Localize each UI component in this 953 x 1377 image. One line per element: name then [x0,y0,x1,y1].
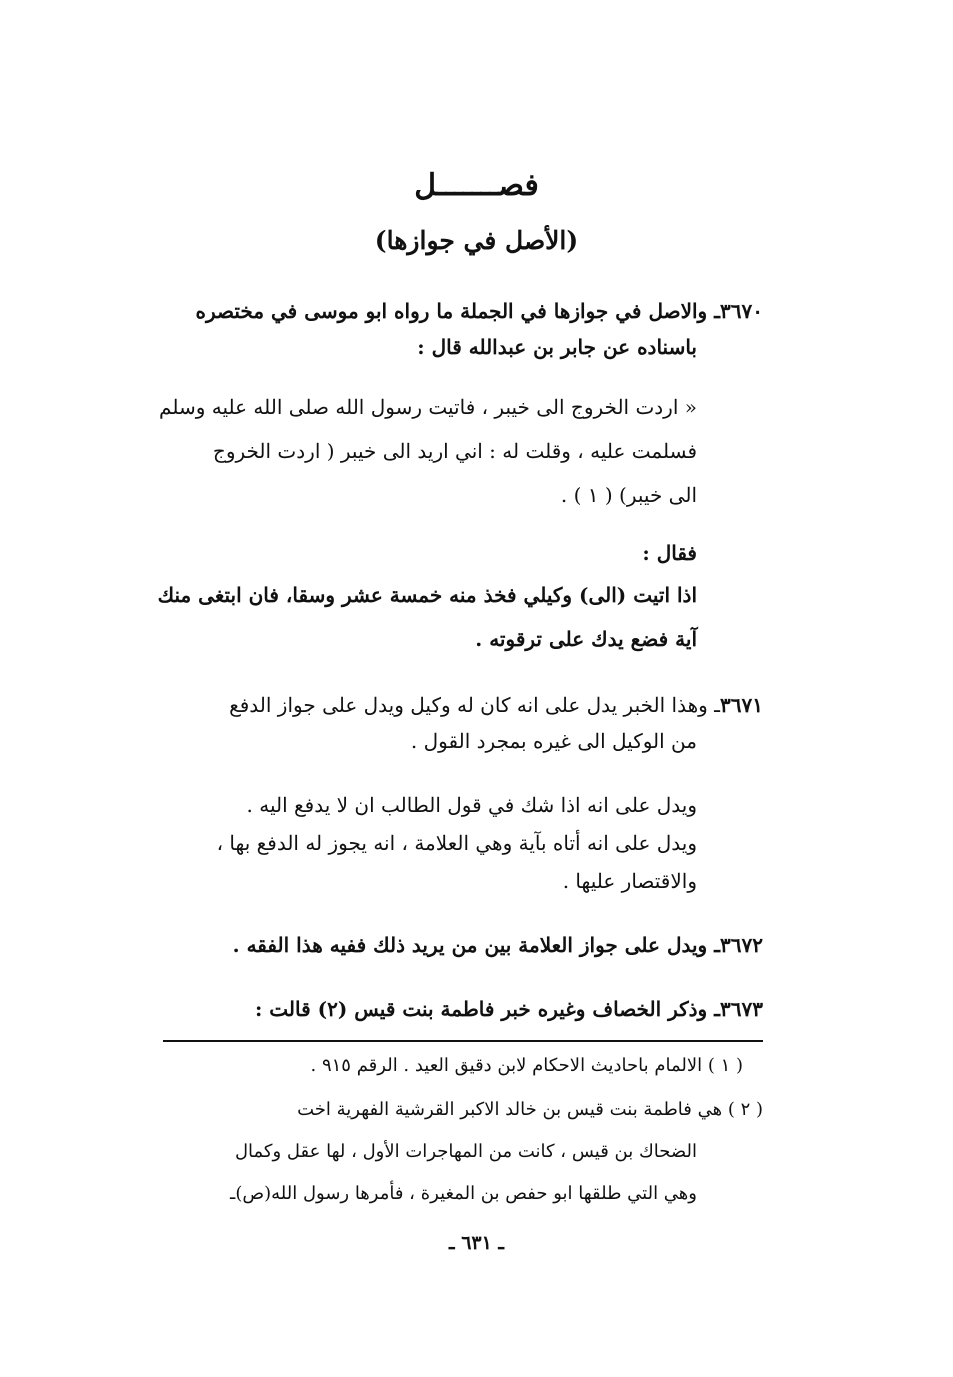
paragraph-line [196,296,763,326]
paragraph-text: ـ وهذا الخبر يدل على انه كان له وكيل ويدل على جواز الدفع [229,693,721,717]
footnote-line: ( ١ ) الالمام باحاديث الاحكام لابن دقيق العيد . الرقم ٩١٥ . [310,1055,743,1076]
speech-line: اذا اتيت (الى) وكيلي فخذ منه خمسة عشر وسقا، فان ابتغى منك [157,583,697,607]
paragraph-text: ـ ويدل على جواز العلامة بين من يريد ذلك ففيه هذا الفقه . [232,933,721,957]
paragraph-line [255,994,763,1024]
paragraph-line [233,930,763,960]
paragraph-line: من الوكيل الى غيره بمجرد القول . [410,729,697,753]
commentary-line: ويدل على انه اذا شك في قول الطالب ان لا يدفع اليه . [246,793,697,817]
quote-line: الى خيبر) ( ١ ) . [560,483,697,507]
paragraph-line [229,690,763,720]
quote-line: « اردت الخروج الى خيبر ، فاتيت رسول الله صلى الله عليه وسلم [159,395,697,419]
footnote-line: الضحاك بن قيس ، كانت من المهاجرات الأول ، لها عقل وكمال [234,1141,697,1162]
paragraph-number: ٣٦٧٢ [720,933,763,957]
paragraph-number: ٣٦٧٠ [720,299,763,323]
quote-line: فسلمت عليه ، وقلت له : اني اريد الى خيبر ( اردت الخروج [212,439,697,463]
commentary-line: والاقتصار عليها . [562,869,697,893]
footnote-line: ( ٢ ) هي فاطمة بنت قيس بن خالد الاكبر القرشية الفهرية اخت [297,1099,763,1120]
paragraph-text: ـ وذكر الخصاف وغيره خبر فاطمة بنت قيس (٢) قالت : [254,997,721,1021]
speech-line: آية فضع يدك على ترقوته . [475,627,697,651]
paragraph-number: ٣٦٧١ [720,693,763,717]
speech-label: فقال : [642,541,697,565]
paragraph-number: ٣٦٧٣ [720,997,763,1021]
footnote-line: وهي التي طلقها ابو حفص بن المغيرة ، فأمرها رسول الله(ص)ـ [230,1183,697,1204]
paragraph-line: باسناده عن جابر بن عبدالله قال : [417,335,697,359]
commentary-line: ويدل على انه أتاه بآية وهي العلامة ، انه يجوز له الدفع بها ، [216,831,697,855]
section-title: فصـــــــل [414,168,539,203]
footnote-separator [163,1040,763,1042]
paragraph-text: ـ والاصل في جوازها في الجملة ما رواه ابو موسى في مختصره [195,299,721,323]
page-number: ـ ٦٣١ ـ [449,1232,504,1254]
section-subtitle: (الأصل في جوازها) [374,226,579,255]
